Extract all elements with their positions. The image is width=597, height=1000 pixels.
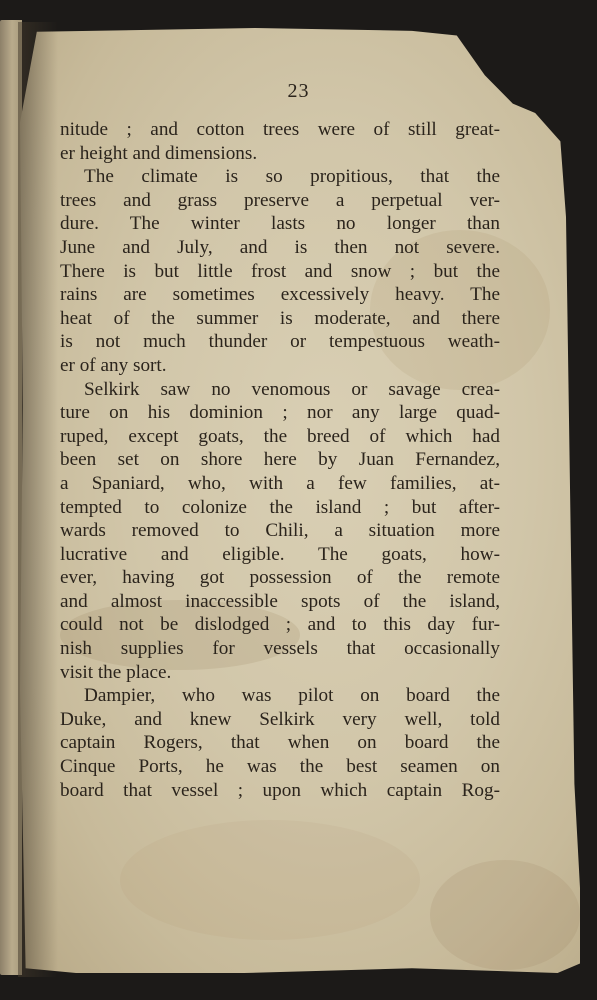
text-line: rains are sometimes excessively heavy. The (60, 284, 500, 306)
body-text (60, 118, 500, 802)
text-line: is not much thunder or tempestuous weath- (60, 331, 500, 353)
text-line: trees and grass preserve a perpetual ver- (60, 189, 500, 211)
text-line: nish supplies for vessels that occasionally (60, 638, 500, 660)
text-line: dure. The winter lasts no longer than (60, 213, 500, 235)
text-line: and almost inaccessible spots of the island, (60, 590, 500, 612)
text-line: Dampier, who was pilot on board the (84, 685, 500, 707)
text-line: er of any sort. (60, 354, 167, 376)
text-line: captain Rogers, that when on board the (60, 732, 500, 754)
text-line: visit the place. (60, 661, 172, 683)
text-line: board that vessel ; upon which captain Rog- (60, 779, 500, 801)
text-line: er height and dimensions. (60, 142, 258, 164)
page-number: 23 (287, 80, 310, 102)
text-line: Selkirk saw no venomous or savage crea- (84, 378, 500, 400)
text-line: lucrative and eligible. The goats, how- (60, 543, 500, 565)
text-line: could not be dislodged ; and to this day fur- (60, 614, 500, 636)
binding-gutter (18, 22, 58, 977)
text-line: June and July, and is then not severe. (60, 236, 500, 258)
text-line: wards removed to Chili, a situation more (60, 520, 500, 542)
text-line: ever, having got possession of the remote (60, 567, 500, 589)
text-line: been set on shore here by Juan Fernandez, (60, 449, 500, 471)
text-line: nitude ; and cotton trees were of still great- (60, 119, 500, 140)
text-line: Duke, and knew Selkirk very well, told (60, 708, 500, 730)
text-line: Cinque Ports, he was the best seamen on (60, 756, 500, 778)
text-line: The climate is so propitious, that the (84, 166, 500, 188)
text-line: ruped, except goats, the breed of which had (60, 425, 500, 447)
text-line: tempted to colonize the island ; but after- (60, 496, 500, 518)
text-line: a Spaniard, who, with a few families, at- (60, 472, 500, 494)
text-line: heat of the summer is moderate, and there (60, 307, 500, 329)
text-line: There is but little frost and snow ; but the (60, 260, 500, 282)
text-line: ture on his dominion ; nor any large quad- (60, 402, 500, 424)
